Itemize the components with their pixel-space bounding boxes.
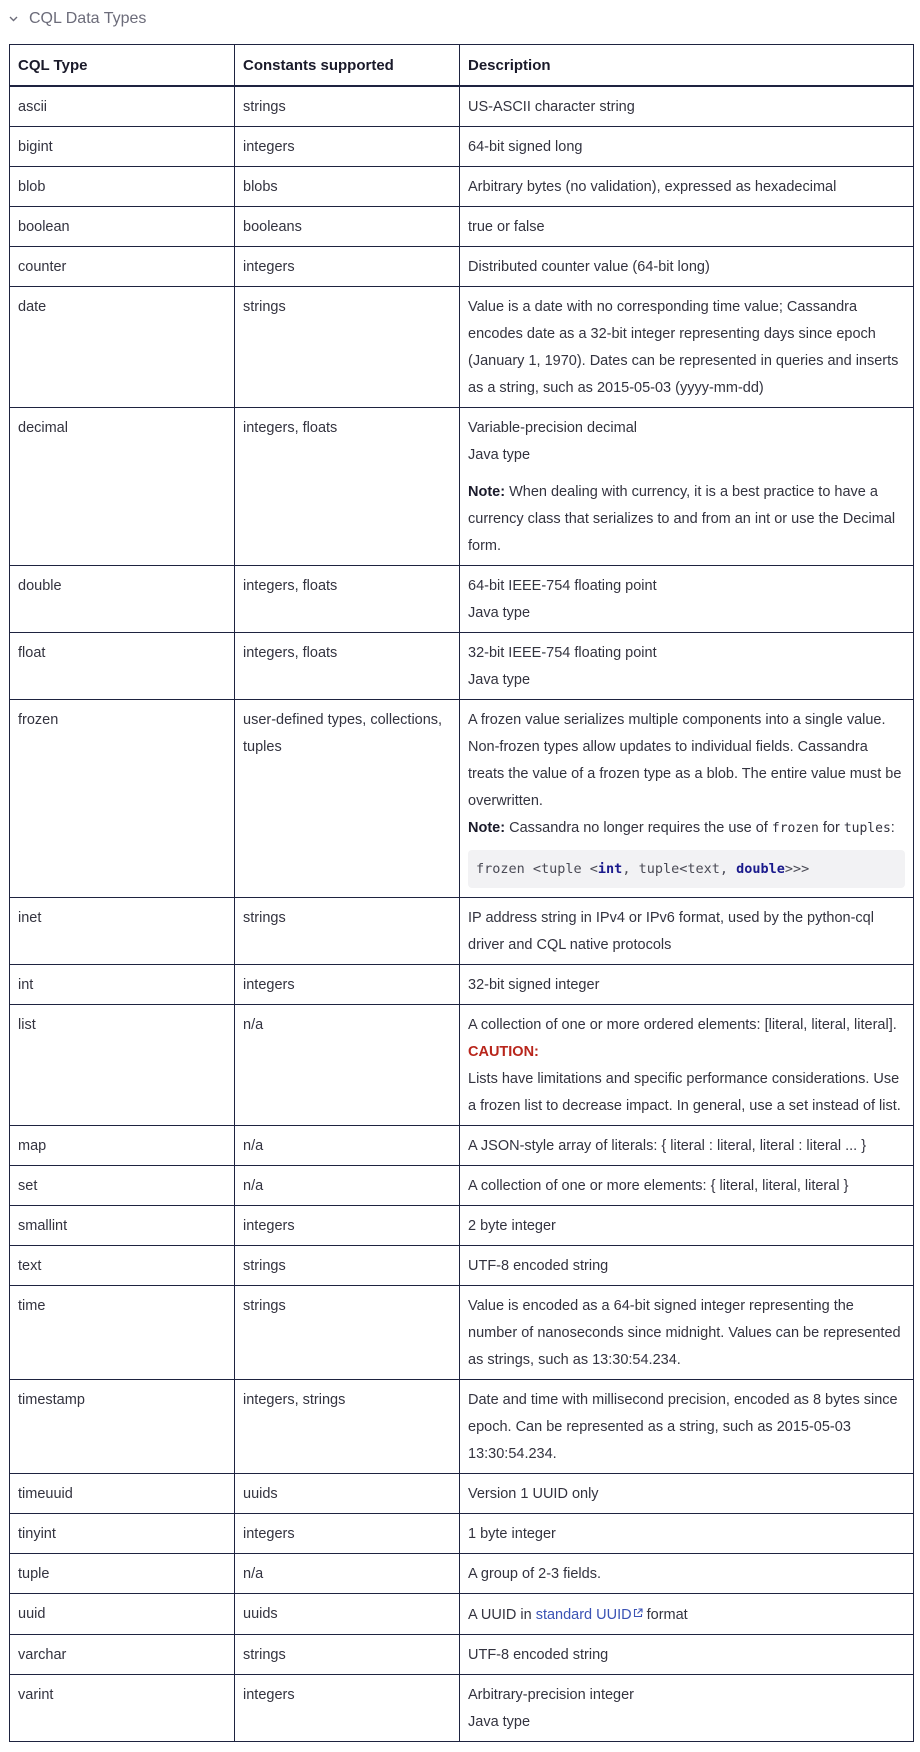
java-type-text: Java type [468, 1713, 531, 1730]
table-row [10, 1165, 914, 1205]
cell-description: 1 byte integer [460, 1513, 914, 1553]
cell-constants: integers, strings [235, 1379, 460, 1473]
code-block [468, 850, 905, 888]
cell-type: smallint [10, 1205, 235, 1245]
cell-type: double [10, 565, 235, 632]
cell-type: varint [10, 1674, 235, 1741]
table-row [10, 1473, 914, 1513]
java-type-text: Java type [468, 671, 531, 688]
cell-constants: integers [235, 1205, 460, 1245]
table-row [10, 565, 914, 632]
cell-description: Arbitrary bytes (no validation), expressed as hexadecimal [460, 166, 914, 206]
description-line: Variable-precision decimal [468, 419, 637, 436]
java-type-text: Java type [468, 604, 531, 621]
cell-type: varchar [10, 1634, 235, 1674]
table-row [10, 407, 914, 565]
chevron-down-icon [9, 16, 23, 22]
table-row [10, 1593, 914, 1634]
cell-description: A JSON-style array of literals: { literal : literal, literal : literal ... } [460, 1125, 914, 1165]
header-cql-type: CQL Type [10, 45, 235, 86]
cell-constants: n/a [235, 1165, 460, 1205]
cell-description: 32-bit signed integer [460, 964, 914, 1004]
section-title: CQL Data Types [29, 10, 147, 27]
cell-constants: n/a [235, 1125, 460, 1165]
note [468, 479, 905, 560]
cell-type: tuple [10, 1553, 235, 1593]
cell-constants: uuids [235, 1473, 460, 1513]
cell-description: 2 byte integer [460, 1205, 914, 1245]
table-header-row [10, 45, 914, 86]
cell-description: Date and time with millisecond precision, encoded as 8 bytes since epoch. Can be represented as a string, such as 2015-05-03 13:30:54.234. [460, 1379, 914, 1473]
cell-type: timestamp [10, 1379, 235, 1473]
cell-constants: strings [235, 86, 460, 127]
cell-description: A group of 2-3 fields. [460, 1553, 914, 1593]
cell-description: US-ASCII character string [460, 86, 914, 127]
cell-constants: strings [235, 1245, 460, 1285]
cell-type: int [10, 964, 235, 1004]
inline-code: frozen [771, 820, 819, 836]
table-row [10, 1553, 914, 1593]
table-row [10, 286, 914, 407]
header-constants: Constants supported [235, 45, 460, 86]
standard-uuid-link[interactable] [536, 1607, 643, 1623]
table-row [10, 1674, 914, 1741]
cell-type: map [10, 1125, 235, 1165]
table-row [10, 964, 914, 1004]
table-row [10, 206, 914, 246]
cell-description: 64-bit signed long [460, 126, 914, 166]
cell-description [460, 1004, 914, 1125]
external-link-icon [633, 1601, 643, 1611]
table-row [10, 1379, 914, 1473]
cell-type: float [10, 632, 235, 699]
description-text: format [642, 1606, 688, 1623]
code-text: , tuple<text, [622, 860, 737, 877]
cell-constants: strings [235, 286, 460, 407]
cell-type: bigint [10, 126, 235, 166]
cell-type: date [10, 286, 235, 407]
cell-type: text [10, 1245, 235, 1285]
table-row [10, 246, 914, 286]
header-description: Description [460, 45, 914, 86]
cell-type: blob [10, 166, 235, 206]
table-row [10, 1513, 914, 1553]
cell-type: ascii [10, 86, 235, 127]
description-line: 64-bit IEEE-754 floating point [468, 577, 657, 594]
table-row [10, 166, 914, 206]
description-line: A frozen value serializes multiple components into a single value. Non-frozen types allow updates to individual fields. Cassandra treats the value of a frozen type as a blob. The entire value must be overwritten. [468, 711, 902, 809]
cell-constants: integers, floats [235, 632, 460, 699]
cell-constants: n/a [235, 1553, 460, 1593]
note-label: Note: [468, 483, 506, 500]
cell-constants: integers, floats [235, 407, 460, 565]
cell-type: tinyint [10, 1513, 235, 1553]
cell-description [460, 699, 914, 897]
cell-description: UTF-8 encoded string [460, 1634, 914, 1674]
table-row [10, 632, 914, 699]
note-text: : [890, 819, 895, 836]
java-type-text: Java type [468, 446, 531, 463]
table-row [10, 1125, 914, 1165]
caution-text: Lists have limitations and specific performance considerations. Use a frozen list to decrease impact. In general, use a set instead of list. [468, 1070, 901, 1114]
cell-type: counter [10, 246, 235, 286]
cell-description: A collection of one or more elements: { literal, literal, literal } [460, 1165, 914, 1205]
cell-description [460, 1593, 914, 1634]
cell-description: Value is encoded as a 64-bit signed integer representing the number of nanoseconds since midnight. Values can be represented as strings, such as 13:30:54.234. [460, 1285, 914, 1379]
cell-description: Value is a date with no corresponding time value; Cassandra encodes date as a 32-bit integer representing days since epoch (January 1, 1970). Dates can be represented in queries and inserts as a string, such as 2015-05-03 (yyyy-mm-dd) [460, 286, 914, 407]
cell-description [460, 1674, 914, 1741]
cell-constants: n/a [235, 1004, 460, 1125]
cell-description [460, 632, 914, 699]
cell-type: frozen [10, 699, 235, 897]
table-row [10, 1634, 914, 1674]
cell-constants: strings [235, 1285, 460, 1379]
table-row [10, 1205, 914, 1245]
cell-constants: integers [235, 1674, 460, 1741]
description-line: Arbitrary-precision integer [468, 1686, 635, 1703]
code-keyword: int [597, 860, 623, 877]
table-row [10, 897, 914, 964]
table-row [10, 126, 914, 166]
table-row [10, 1285, 914, 1379]
link-text: standard UUID [535, 1606, 632, 1623]
cell-constants: uuids [235, 1593, 460, 1634]
note [468, 815, 905, 842]
cell-description [460, 565, 914, 632]
cell-description: UTF-8 encoded string [460, 1245, 914, 1285]
cell-description [460, 407, 914, 565]
table-row [10, 86, 914, 127]
cell-type: boolean [10, 206, 235, 246]
cell-constants: booleans [235, 206, 460, 246]
cell-type: inet [10, 897, 235, 964]
cell-type: list [10, 1004, 235, 1125]
code-text: frozen <tuple < [476, 860, 598, 877]
cell-constants: integers, floats [235, 565, 460, 632]
cell-description: true or false [460, 206, 914, 246]
cell-constants: strings [235, 897, 460, 964]
cell-description: Version 1 UUID only [460, 1473, 914, 1513]
cell-type: timeuuid [10, 1473, 235, 1513]
cql-types-table [9, 44, 914, 1742]
cell-type: decimal [10, 407, 235, 565]
cell-type: time [10, 1285, 235, 1379]
caution-label: CAUTION: [468, 1043, 539, 1060]
cell-constants: integers [235, 964, 460, 1004]
cell-description: Distributed counter value (64-bit long) [460, 246, 914, 286]
cell-constants: integers [235, 126, 460, 166]
code-keyword: double [736, 860, 785, 877]
description-line: 32-bit IEEE-754 floating point [468, 644, 657, 661]
description-line: A collection of one or more ordered elements: [literal, literal, literal]. [468, 1016, 897, 1033]
cell-constants: integers [235, 1513, 460, 1553]
table-row [10, 699, 914, 897]
cell-constants: user-defined types, collections, tuples [235, 699, 460, 897]
cell-description: IP address string in IPv4 or IPv6 format, used by the python-cql driver and CQL native protocols [460, 897, 914, 964]
note-text: Cassandra no longer requires the use of [505, 819, 772, 836]
note-text: When dealing with currency, it is a best practice to have a currency class that serializes to and from an int or use the Decimal form. [468, 483, 896, 554]
cell-type: set [10, 1165, 235, 1205]
cell-constants: blobs [235, 166, 460, 206]
cell-constants: strings [235, 1634, 460, 1674]
section-toggle[interactable] [9, 6, 909, 32]
code-text: >>> [784, 860, 810, 877]
inline-code: tuples [843, 820, 891, 836]
note-text: for [818, 819, 844, 836]
description-text: A UUID in [468, 1606, 536, 1623]
table-row [10, 1245, 914, 1285]
cell-constants: integers [235, 246, 460, 286]
note-label: Note: [468, 819, 506, 836]
cell-type: uuid [10, 1593, 235, 1634]
table-row [10, 1004, 914, 1125]
